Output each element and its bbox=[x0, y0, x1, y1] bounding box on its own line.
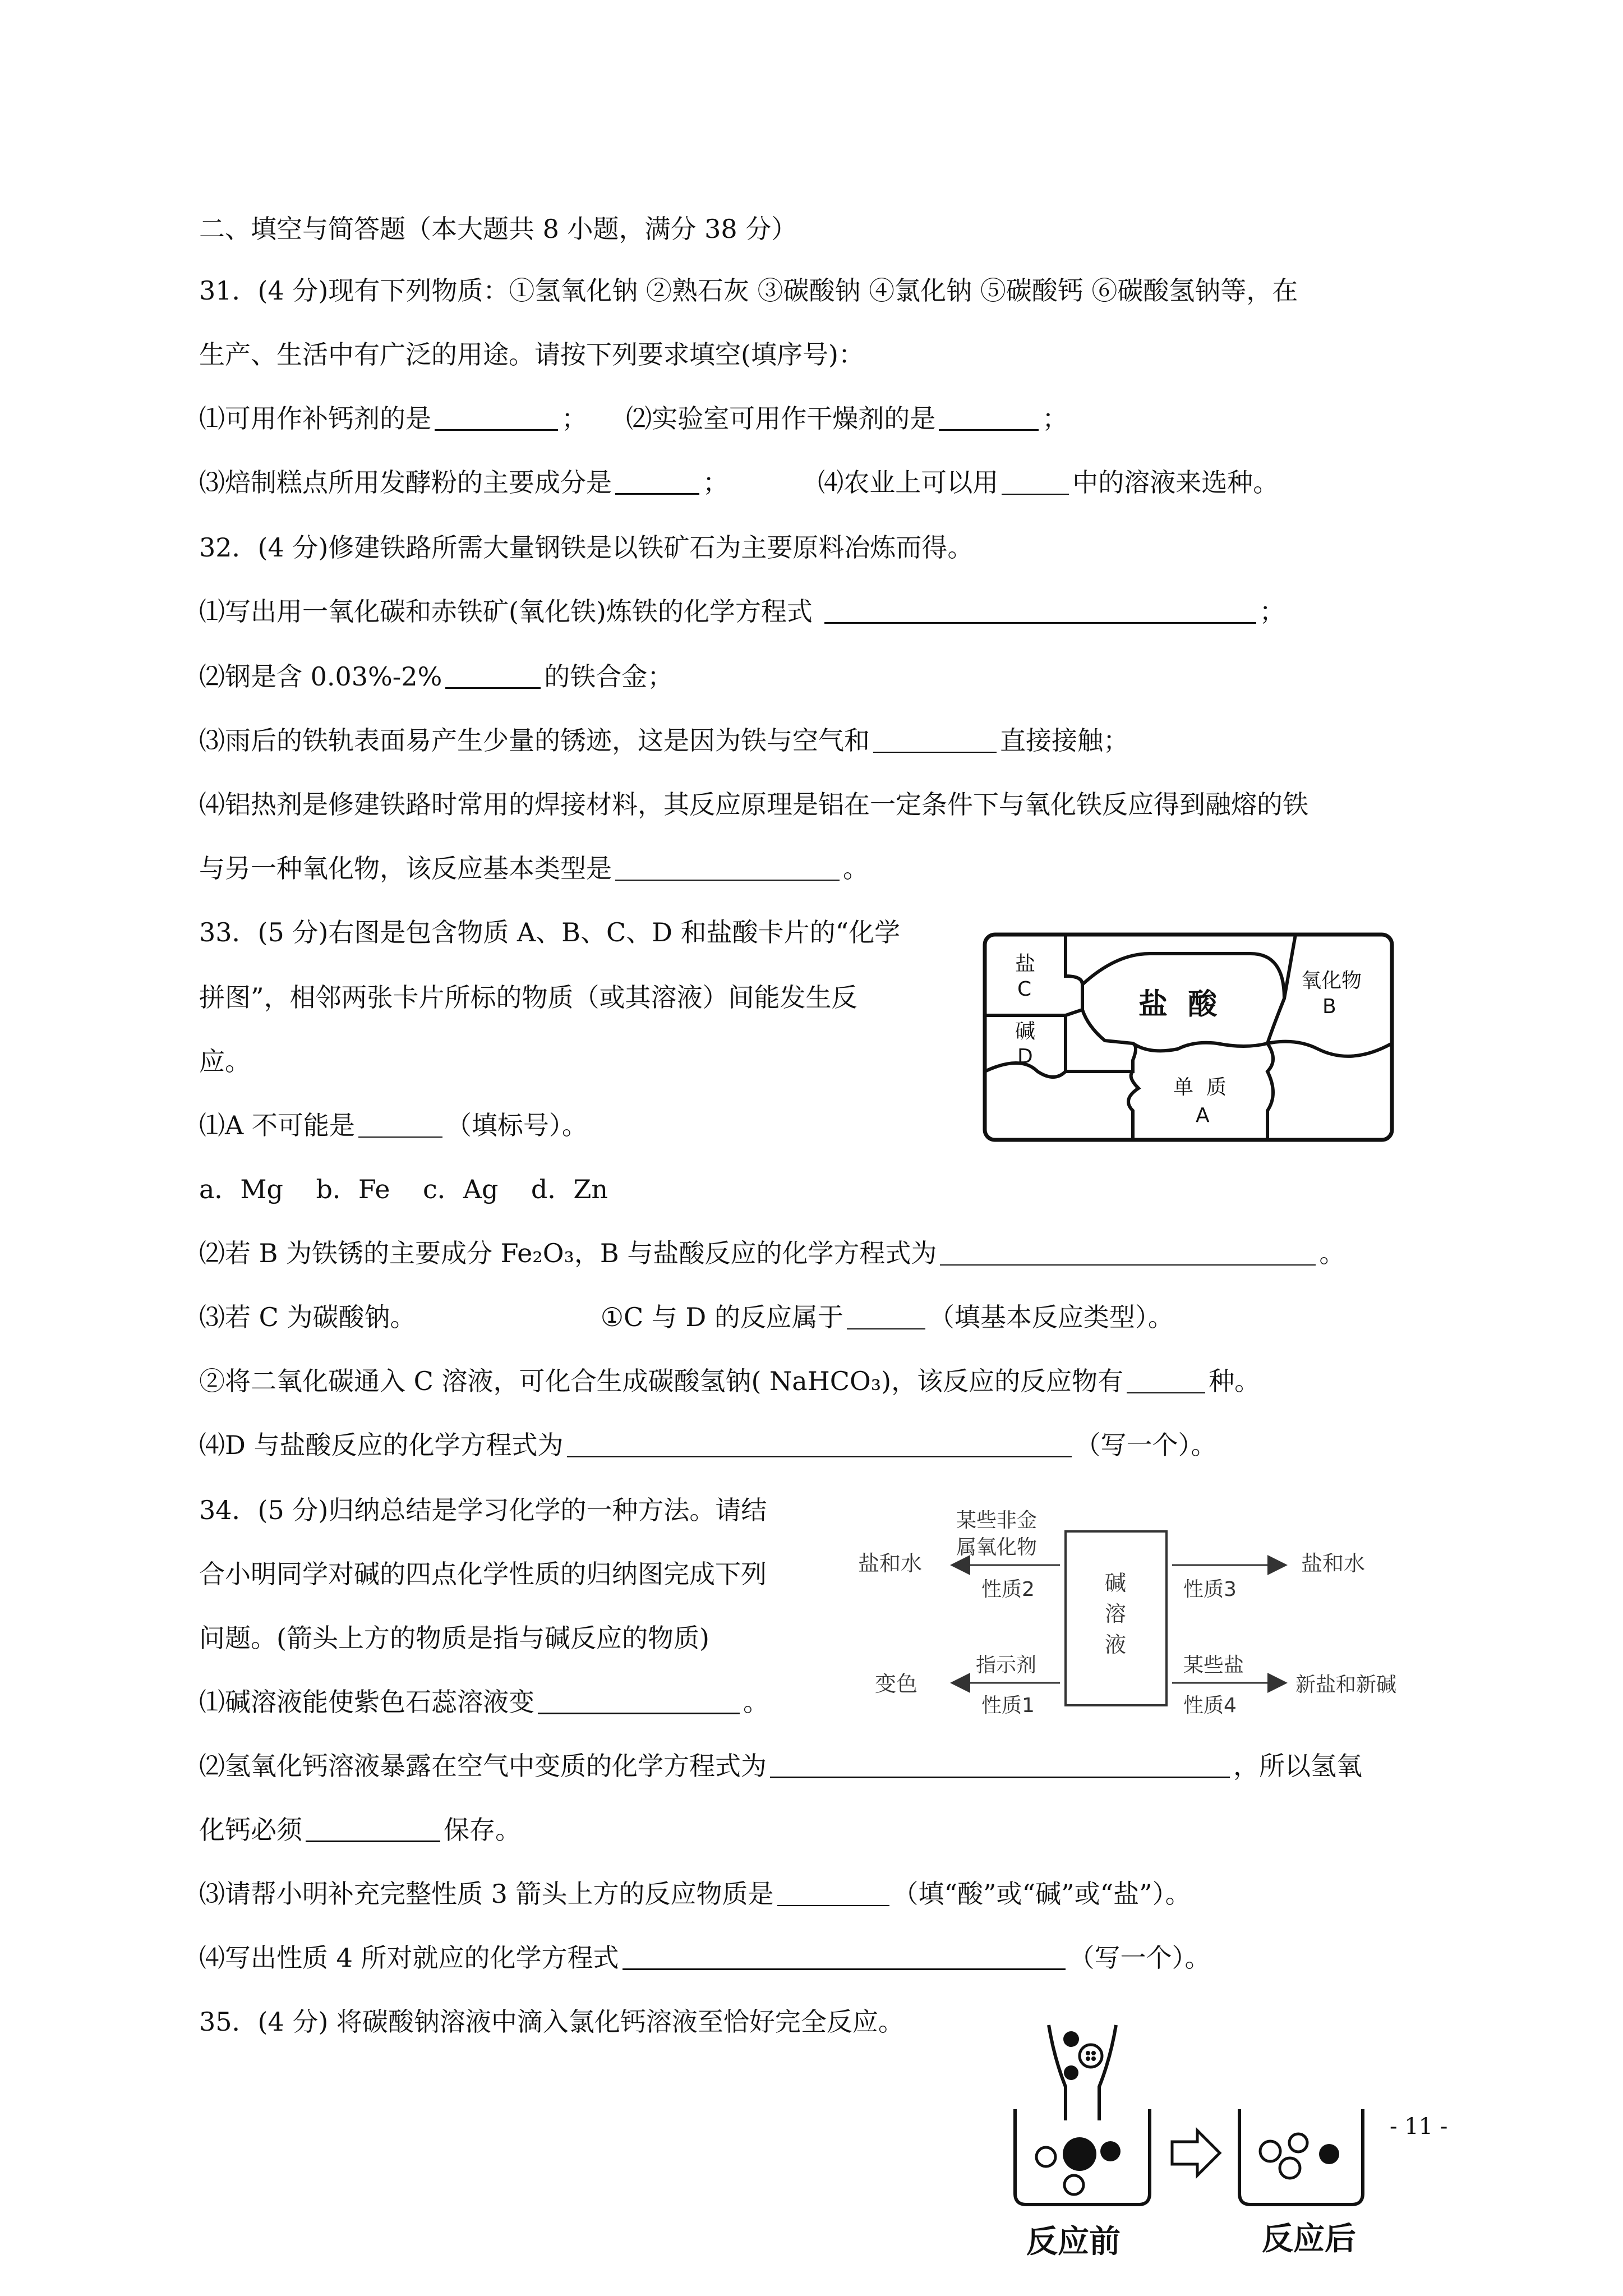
q34-p3-blank[interactable] bbox=[777, 1880, 889, 1906]
q32-p2-blank[interactable] bbox=[445, 662, 541, 689]
diagram-prop1: 性质1 bbox=[981, 1694, 1035, 1717]
diagram-prop2: 性质2 bbox=[981, 1578, 1035, 1601]
q32-p2-text: ⑵钢是含 0.03%-2% bbox=[199, 661, 442, 692]
puzzle-element-label: 单 质 bbox=[1173, 1076, 1227, 1099]
q33-part4 bbox=[199, 1428, 1217, 1462]
q34-p2b-blank[interactable] bbox=[306, 1816, 440, 1842]
diagram-nonmetal-line2: 属氧化物 bbox=[956, 1536, 1038, 1559]
q32-p1-blank[interactable] bbox=[824, 597, 1256, 624]
diagram-nonmetal-line1: 某些非金 bbox=[956, 1509, 1038, 1532]
q34-p4-blank[interactable] bbox=[623, 1944, 1066, 1970]
q32-p1-text: ⑴写出用一氧化碳和赤铁矿(氧化铁)炼铁的化学方程式 bbox=[199, 596, 813, 627]
q32-p2-end: 的铁合金； bbox=[544, 661, 674, 692]
q31-part3-4 bbox=[199, 466, 1279, 499]
chemistry-puzzle-figure bbox=[981, 931, 1396, 1144]
q33-options: a．Mg b．Fe c．Ag d．Zn bbox=[199, 1174, 608, 1204]
diagram-some-salt: 某些盐 bbox=[1183, 1654, 1244, 1677]
q31-p3-blank[interactable] bbox=[615, 468, 699, 495]
q31-p3-text: ⑶焙制糕点所用发酵粉的主要成分是 bbox=[199, 467, 612, 498]
q32-p3-end: 直接接触； bbox=[1000, 725, 1129, 756]
puzzle-c-label: C bbox=[1017, 978, 1032, 1001]
q32-p4-end: 。 bbox=[843, 853, 869, 884]
q34-p2-text: ⑵氢氧化钙溶液暴露在空气中变质的化学方程式为 bbox=[199, 1751, 767, 1781]
base-properties-diagram bbox=[858, 1503, 1413, 1717]
puzzle-salt-label: 盐 bbox=[1015, 953, 1036, 976]
q33-p3-sub2-end: 种。 bbox=[1209, 1366, 1261, 1396]
q34-p2-blank[interactable] bbox=[770, 1752, 1230, 1778]
q31-p1-text: ⑴可用作补钙剂的是 bbox=[199, 403, 431, 434]
q34-intro-line3: 问题。(箭头上方的物质是指与碱反应的物质) bbox=[199, 1623, 709, 1653]
q35-intro: 35．(4 分) 将碳酸钠溶液中滴入氯化钙溶液至恰好完全反应。 bbox=[199, 2007, 904, 2037]
q33-part3-sub2 bbox=[199, 1364, 1260, 1398]
puzzle-acid-label: 盐 酸 bbox=[1138, 988, 1218, 1022]
q34-p3-text: ⑶请帮小明补充完整性质 3 箭头上方的反应物质是 bbox=[199, 1879, 774, 1909]
puzzle-base-label: 碱 bbox=[1015, 1020, 1036, 1043]
q34-p2-end: ，所以氢氧 bbox=[1233, 1751, 1362, 1781]
q33-p3-sub2-blank[interactable] bbox=[1127, 1368, 1205, 1393]
q34-p1-blank[interactable] bbox=[538, 1688, 740, 1714]
q32-p4-blank[interactable] bbox=[615, 855, 840, 881]
page-number: - 11 - bbox=[1390, 2114, 1448, 2139]
puzzle-b-label: B bbox=[1322, 995, 1336, 1018]
q34-p4-text: ⑷写出性质 4 所对就应的化学方程式 bbox=[199, 1943, 619, 1973]
q34-p4-end: （写一个）。 bbox=[1068, 1943, 1211, 1973]
q33-p2-end: 。 bbox=[1319, 1238, 1345, 1268]
q31-p2-text: ⑵实验室可用作干燥剂的是 bbox=[626, 403, 936, 434]
q33-intro-line3: 应。 bbox=[199, 1046, 251, 1076]
q34-p1-text: ⑴碱溶液能使紫色石蕊溶液变 bbox=[199, 1687, 534, 1717]
q33-part2 bbox=[199, 1236, 1345, 1270]
diagram-center-1: 碱 bbox=[1105, 1571, 1127, 1595]
q32-p3-text: ⑶雨后的铁轨表面易产生少量的锈迹，这是因为铁与空气和 bbox=[199, 725, 870, 756]
q33-intro-line2: 拼图”，相邻两张卡片所标的物质（或其溶液）间能发生反 bbox=[199, 982, 857, 1013]
q32-part4-line1: ⑷铝热剂是修建铁路时常用的焊接材料，其反应原理是铝在一定条件下与氧化铁反应得到融熔的铁 bbox=[199, 789, 1308, 820]
q32-part1 bbox=[199, 595, 1285, 628]
q32-intro: 32．(4 分)修建铁路所需大量钢铁是以铁矿石为主要原料冶炼而得。 bbox=[199, 532, 974, 563]
q31-p1-end: ； bbox=[561, 403, 587, 434]
q31-p4-text: ⑷农业上可以用 bbox=[818, 467, 999, 498]
q34-part3 bbox=[199, 1877, 1191, 1911]
q33-p4-blank[interactable] bbox=[567, 1432, 1072, 1457]
q32-p4-text: 与另一种氧化物，该反应基本类型是 bbox=[199, 853, 612, 884]
q34-p2b-text: 化钙必须 bbox=[199, 1815, 302, 1845]
q31-p4-end: 中的溶液来选种。 bbox=[1072, 467, 1279, 498]
q31-part1-2 bbox=[199, 402, 1068, 435]
q31-intro-line1: 31．(4 分)现有下列物质：①氢氧化钠 ②熟石灰 ③碳酸钠 ④氯化钠 ⑤碳酸钙 ⑥碳酸氢钠等，在 bbox=[199, 275, 1298, 306]
q33-p1-end: （填标号）。 bbox=[445, 1110, 588, 1140]
diagram-center-2: 溶 bbox=[1105, 1602, 1127, 1626]
q34-part4 bbox=[199, 1941, 1211, 1975]
puzzle-oxide-label: 氧化物 bbox=[1301, 969, 1362, 992]
puzzle-a-label: A bbox=[1196, 1104, 1210, 1127]
q31-p4-blank[interactable] bbox=[1002, 469, 1069, 495]
diagram-prop4: 性质4 bbox=[1183, 1694, 1237, 1717]
q34-intro-line1: 34．(5 分)归纳总结是学习化学的一种方法。请结 bbox=[199, 1495, 767, 1525]
q33-p2-text: ⑵若 B 为铁锈的主要成分 Fe₂O₃，B 与盐酸反应的化学方程式为 bbox=[199, 1238, 937, 1268]
section-title: 二、填空与简答题（本大题共 8 小题，满分 38 分） bbox=[199, 214, 797, 244]
q32-p3-blank[interactable] bbox=[873, 727, 997, 753]
q32-p1-end: ； bbox=[1259, 596, 1285, 627]
q34-part1 bbox=[199, 1685, 769, 1719]
q33-p3-sub-blank[interactable] bbox=[847, 1304, 925, 1329]
diagram-prop3: 性质3 bbox=[1183, 1578, 1237, 1601]
q33-p3-sub-end: （填基本反应类型）。 bbox=[928, 1302, 1174, 1332]
diagram-salt-water-right: 盐和水 bbox=[1301, 1551, 1366, 1576]
q31-p1-blank[interactable] bbox=[435, 404, 558, 431]
q32-part4-line2 bbox=[199, 852, 869, 885]
q33-p4-text: ⑷D 与盐酸反应的化学方程式为 bbox=[199, 1430, 564, 1460]
reaction-before-label: 反应前 bbox=[1026, 2224, 1121, 2260]
q33-p1-blank[interactable] bbox=[358, 1112, 442, 1138]
puzzle-d-label: D bbox=[1017, 1045, 1033, 1068]
q33-p1-text: ⑴A 不可能是 bbox=[199, 1110, 355, 1140]
diagram-color-change: 变色 bbox=[875, 1672, 918, 1696]
q33-part1 bbox=[199, 1108, 588, 1142]
q32-part2 bbox=[199, 660, 673, 693]
q33-p3-text: ⑶若 C 为碳酸钠。 bbox=[199, 1302, 416, 1332]
diagram-center-3: 液 bbox=[1105, 1632, 1127, 1657]
q33-part3 bbox=[199, 1300, 1174, 1334]
q33-p3-sub-text: ①C 与 D 的反应属于 bbox=[600, 1302, 843, 1332]
q34-p1-end: 。 bbox=[743, 1687, 769, 1717]
diagram-salt-water-left: 盐和水 bbox=[858, 1551, 923, 1576]
diagram-new-salt-base: 新盐和新碱 bbox=[1295, 1673, 1397, 1696]
q34-p3-end: （填“酸”或“碱”或“盐”）。 bbox=[892, 1879, 1191, 1909]
q34-intro-line2: 合小明同学对碱的四点化学性质的归纳图完成下列 bbox=[199, 1559, 767, 1589]
q33-p2-blank[interactable] bbox=[940, 1240, 1316, 1266]
q32-part3 bbox=[199, 724, 1129, 757]
q34-p2b-end: 保存。 bbox=[444, 1815, 521, 1845]
q33-p4-end: （写一个）。 bbox=[1075, 1430, 1217, 1460]
q31-intro-line2: 生产、生活中有广泛的用途。请按下列要求填空(填序号)： bbox=[199, 339, 864, 370]
q31-p2-end: ； bbox=[1042, 403, 1068, 434]
q31-p3-end: ； bbox=[703, 467, 728, 498]
reaction-after-label: 反应后 bbox=[1262, 2221, 1356, 2257]
q31-p2-blank[interactable] bbox=[939, 404, 1039, 431]
diagram-indicator: 指示剂 bbox=[976, 1654, 1037, 1677]
q34-part2b bbox=[199, 1813, 521, 1847]
q33-intro-line1: 33．(5 分)右图是包含物质 A、B、C、D 和盐酸卡片的“化学 bbox=[199, 917, 901, 947]
q33-p3-sub2-text: ②将二氧化碳通入 C 溶液，可化合生成碳酸氢钠( NaHCO₃)，该反应的反应物有 bbox=[199, 1366, 1124, 1396]
q34-part2 bbox=[199, 1749, 1362, 1783]
reaction-figure bbox=[1004, 2014, 1380, 2277]
